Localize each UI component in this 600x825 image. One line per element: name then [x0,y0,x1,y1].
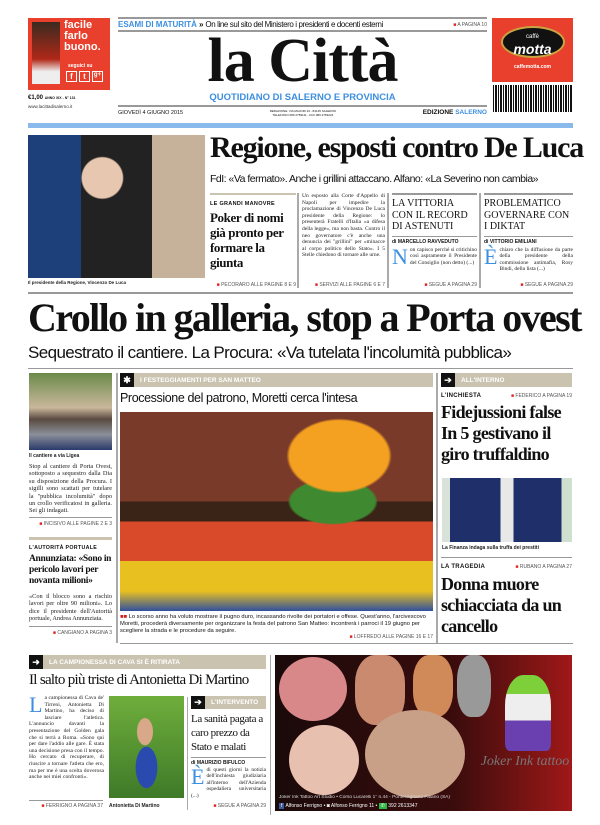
col3-ref: ■ SEGUE A PAGINA 29 [424,282,477,288]
dropcap: N [392,243,408,269]
lead-headline[interactable]: Regione, esposti contro De Luca [210,131,584,164]
col3-author: di MARCELLO RAVVEDUTO [392,236,477,245]
section-divider [120,643,573,644]
twitter-icon[interactable]: t [79,71,90,82]
teaser-kicker: ESAMI DI MATURITÀ [118,20,197,29]
lead-col4 [484,193,573,288]
op-text [191,764,266,799]
tattoo-photo [457,655,491,717]
story2-header [441,557,572,570]
newspaper-subtitle: QUOTIDIANO DI SALERNO E PROVINCIA [209,92,396,103]
op-ref: ■ SEGUE A PAGINA 29 [191,803,266,809]
facebook-icon[interactable]: f [66,71,77,82]
tattoo-contacts: f Alfonso Ferrigno • ◙ Alfonso Ferrigno 11 • ✆ 392 2613347 [281,803,418,809]
tunnel-ref: ■ INCISIVO ALLE PAGINE 2 E 3 [29,517,112,527]
edition [423,109,487,116]
price [28,95,75,101]
col3-text: on capisco perché si critichino così aspramente il Presidente del Consiglio (non detto) (...) [409,246,477,266]
story2-kicker: LA TRAGEDIA [441,564,486,570]
divider [479,193,481,288]
col1-kicker: LE GRANDI MANOVRE [210,201,275,207]
op-title[interactable]: La sanità pagata a caro prezzo da Stato e malati [191,713,263,753]
joker-illustration [505,675,551,751]
lead-col3 [392,193,477,288]
arrow-right-icon: ➔ [191,696,205,709]
athlete-bar [29,655,266,669]
arrow-icon: ➜ [29,655,43,669]
star-icon: ✱ [120,373,134,387]
googleplus-icon[interactable]: g+ [92,71,103,82]
divider [297,193,299,288]
masthead-divider [28,123,573,128]
story1-ref: ■ FEDERICO A PAGINA 19 [511,393,572,399]
tattoo-photo [289,725,359,795]
col2-text: Un esposto alla Corte d'Appello di Napoli per impedire la proclamazione di Vincenzo De Luca presidente della Regione: lo presenterà Fratelli d'Italia «a difesa della legge», ma non basta. Contro il neo governatore c'è anche una denuncia dei "grillini" per «minacce al corpo politico dello Stato». I 5 Stelle chiedono di tornare alle urne. [302,193,385,259]
instagram-icon: ◙ [326,803,330,809]
lead-col2 [302,193,385,288]
center-title[interactable]: Processione del patrono, Moretti cerca l'intesa [120,391,358,405]
col1-title[interactable]: Poker di nomi già pronto per formare la giunta [210,210,284,270]
tunnel-caption: Il cantiere a via Ligea [29,453,80,459]
section-divider [28,368,573,369]
inside-bar-label: ALL'INTERNO [461,376,505,384]
left-ad[interactable] [28,18,110,90]
phone-line: TELEFONO 089 2783111 - FAX 089 2783224 [272,112,334,117]
col4-text: chiaro che la diffusione da parte della presidente della commissione antimafia, Rosy Bindi, della lista (...) [499,246,573,272]
lead-subhead: FdI: «Va fermato». Anche i grillini attaccano. Alfano: «La Severino non cambia» [210,173,539,185]
op-body: di questi giorni la notizia dell'inchiesta giudiziaria all'interno dell'Azienda ospedaliera universitaria (...) [191,767,266,799]
tattoo-photo [413,655,453,717]
teaser-text: On line sul sito del Ministero i presidenti e docenti esterni [205,20,383,29]
ad-slogan: facile farlo buono. [64,19,101,53]
tunnel-text: Stop al cantiere di Porta Ovest, sottoposto a sequestro dalla Dia su disposizione della Procura. I sigilli sono scattati per tutelare la "pubblica incolumità" dopo un crollo verificatosi in galleria. Sei gli indagati. [29,463,112,515]
center-caption-text: Lo scorso anno ha voluto mostrare il pugno duro, incassando rivolte dei portatori e offese. Quest'anno, l'arcivescovo Moretti, procederà diversamente per organizzare la festa del patrono San Matteo: incontrerà i parroci il 19 giugno per scegliere la strada e le procedure da seguire. [120,614,426,634]
dropcap: L [29,692,43,717]
op-bar-label: L'INTERVENTO [211,699,259,706]
op-author: di MAURIZIO BIFULCO [191,757,266,766]
port-ref: ■ CANGIANO A PAGINA 3 [29,626,112,636]
facebook-name[interactable]: Alfonso Ferrigno [285,803,323,809]
op-bar [191,696,266,709]
col1-ref: ■ PECORARO ALLE PAGINE 8 E 9 [217,282,296,288]
tattoo-photo [365,710,465,798]
website[interactable]: www.lacittadisalerno.it [28,104,73,109]
port-kicker: L'AUTORITÀ PORTUALE [29,545,98,551]
athlete-body: a campionessa di Cava de' Tirreni, Antonietta Di Martino, ha deciso di lasciare l'atletica. L'annuncio davanti la presentazione del Golden gala che si terrà a Roma. «Sono qui per dare l'addio alle gare. È stata una decisione presa con il tempo. Ho cercato di recuperare, di riuscire a tornare l'atleta che ero, ma per me è una scelta doverosa anche nei miei confronti». [29,695,104,781]
story2-title[interactable]: Donna muore schiacciata da un cancello [441,574,562,636]
teaser-ref: ■ A PAGINA 10 [453,22,487,28]
divider [387,193,389,288]
finance-police-photo[interactable] [442,478,572,542]
ad-product-image [32,22,60,84]
story2-ref: ■ RUBANO A PAGINA 27 [515,564,572,570]
lead-col1 [210,193,296,288]
athlete-title[interactable]: Il salto più triste di Antonietta Di Martino [29,672,249,688]
address-line: REDAZIONE: VIA MAJORI 19 - 84135 SALERNO [269,108,337,113]
issue-date: GIOVEDÌ 4 GIUGNO 2015 [118,109,184,116]
tattoo-ad[interactable] [275,655,572,811]
port-text: «Con il blocco sono a rischio lavori per oltre 90 milioni». Lo dice il presidente dell'Autorità portuale, Andrea Annunziata. [29,593,112,623]
right-ad[interactable] [492,18,573,82]
inside-bar [441,373,572,387]
story1-title[interactable]: Fidejussioni false In 5 gestivano il giro truffaldino [441,402,561,464]
col2-ref: ■ SERVIZI ALLE PAGINE 6 E 7 [315,282,385,288]
tattoo-address: Joker Ink Tattoo Art Studio • Corso Lucarelli 1° n.44 - Pontecagnano Faiano (SA) [279,795,450,800]
main-subhead: Sequestrato il cantiere. La Procura: «Va tutelata l'incolumità pubblica» [28,343,512,362]
dropcap: È [191,764,205,789]
divider [187,697,188,810]
de-luca-photo[interactable] [28,135,205,278]
motta-logo [501,26,565,58]
ad-follow: seguici su [68,63,93,69]
athlete-caption: Antonietta Di Martino [109,803,160,809]
procession-photo[interactable] [120,412,433,611]
col4-title[interactable]: PROBLEMATICO GOVERNARE CON I DIKTAT [484,198,570,232]
col3-body [392,243,477,269]
photo-caption: Il presidente della Regione, Vincenzo De Luca [28,280,126,285]
port-title[interactable]: Annunziata: «Sono in pericolo lavori per novanta milioni» [29,554,112,586]
edition-city: SALERNO [455,109,487,116]
athlete-text [29,692,104,781]
center-section-bar [120,373,433,387]
brand-name: motta [513,41,552,57]
bullet-icon: ■■ [120,614,129,620]
col4-ref: ■ SEGUE A PAGINA 29 [520,282,573,288]
col3-title[interactable]: LA VITTORIA CON IL RECORD DI ASTENUTI [392,198,468,232]
main-headline[interactable]: Crollo in galleria, stop a Porta ovest [28,295,581,340]
center-bar-label: I FESTEGGIAMENTI PER SAN MATTEO [140,376,261,384]
divider [436,373,438,643]
dateline [118,105,487,118]
col4-author: di VITTORIO EMILIANI [484,236,573,245]
divider [270,655,271,815]
brand-small: caffè [526,34,539,40]
center-ref: ■ LOFFREDO ALLE PAGINE 16 E 17 [120,634,433,640]
facebook-icon: f [281,803,283,809]
phone-number[interactable]: 392 2613347 [388,803,418,809]
issue-number: ANNO XIX - N° 131 [44,96,76,100]
divider [116,373,118,643]
social-icons [66,71,103,82]
address [270,109,336,117]
whatsapp-icon: ✆ [380,803,385,809]
newspaper-logo[interactable]: la Città [207,27,398,95]
dropcap: È [484,243,498,269]
story1-header [441,393,572,399]
center-caption [120,614,433,634]
tattoo-photo [279,657,347,721]
port-story [29,537,112,636]
athlete-bar-label: LA CAMPIONESSA DI CAVA SI È RITIRATA [49,658,180,666]
chevron-icon: » [198,20,204,29]
edition-label: EDIZIONE [422,109,454,116]
barcode [493,85,573,112]
athlete-photo[interactable] [109,696,184,798]
tunnel-photo[interactable] [29,373,112,450]
tattoo-logo: Joker Ink tattoo [480,754,570,769]
story1-kicker: L'INCHIESTA [441,393,482,399]
instagram-name[interactable]: Alfonso Ferrigno 11 [330,803,375,809]
ad-url: caffemotta.com [514,64,551,70]
finance-caption: La Finanza indaga sulla truffa dei prestiti [442,545,539,551]
athlete-ref: ■ FERRIGNO A PAGINA 37 [29,800,103,809]
col4-body [484,243,573,273]
price-value: €1,00 [28,95,44,101]
arrow-right-icon: ➔ [441,373,455,387]
